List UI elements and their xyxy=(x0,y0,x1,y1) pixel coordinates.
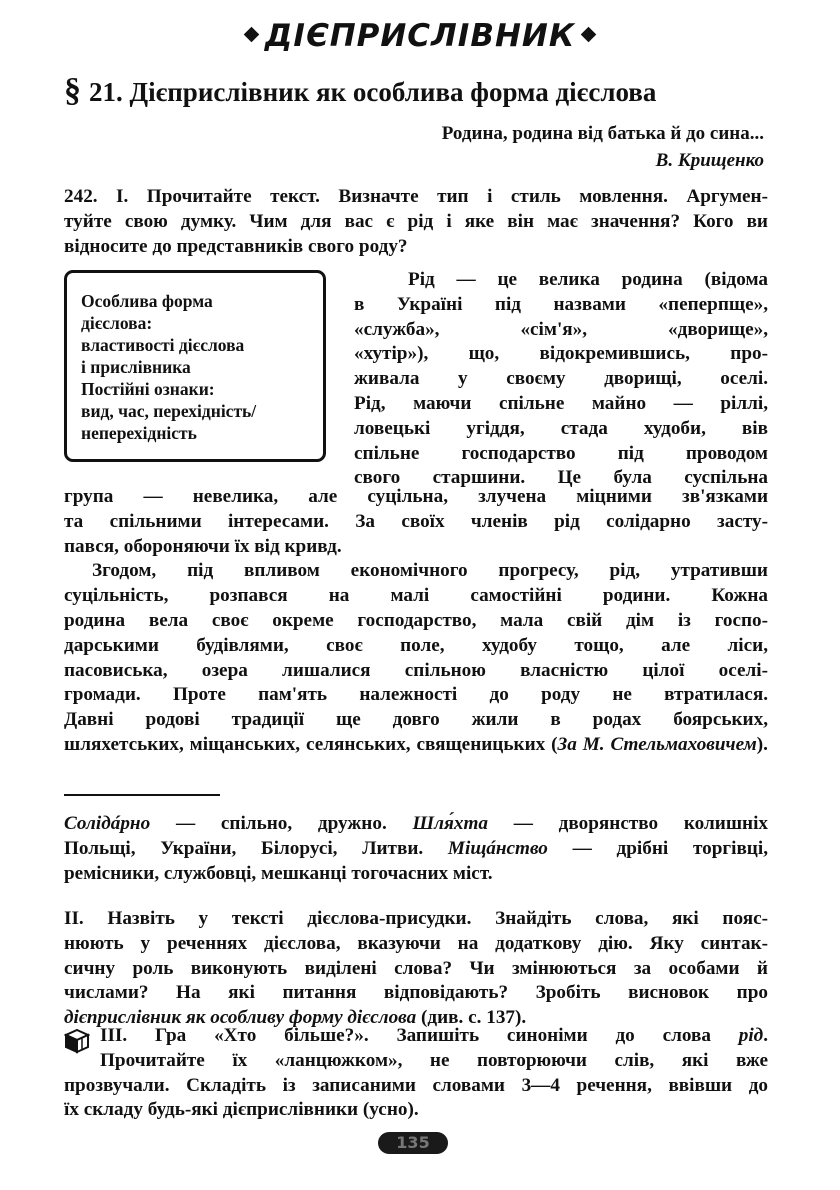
gloss-definition: — дворянство колишніх xyxy=(487,813,768,834)
section-heading xyxy=(64,72,784,110)
epigraph-quote: Родина, родина від батька й до сина... xyxy=(441,123,764,144)
task-line: їх складу будь-які дієприслівники (усно). xyxy=(64,1099,419,1121)
diamond-left-icon xyxy=(244,27,260,43)
source-tail: ). xyxy=(756,733,768,755)
task-line: туйте свою думку. Чим для вас є рід і яке він має значення? Кого ви xyxy=(64,210,768,232)
chapter-title: ДІЄПРИСЛІВНИК xyxy=(264,18,576,54)
gloss-word: Солідáрно xyxy=(64,813,151,834)
text-line: пасовиська, озера лишалися спільною власністю цілої оселі- xyxy=(64,659,768,681)
glossary xyxy=(64,812,768,886)
task-line: числами? На які питання відповідають? Зробіть висновок про xyxy=(64,982,768,1004)
task-line: прозвучали. Складіть із записаними словами 3—4 речення, ввівши до xyxy=(64,1074,768,1096)
task-line: сичну роль виконують виділені слова? Чи змінюються за особами й xyxy=(64,957,768,979)
task-text: (див. с. 137). xyxy=(416,1007,527,1029)
text-line: громади. Проте пам'ять належності до роду не втратилася. xyxy=(64,684,768,706)
diamond-right-icon xyxy=(581,27,597,43)
text-line: Згодом, під впливом економічного прогресу, рід, утративши xyxy=(92,560,768,582)
epigraph-author: В. Крищенко xyxy=(655,150,764,171)
gloss-word: Шля́хта xyxy=(412,813,488,834)
text-line: свого старшини. Це була суспільна xyxy=(354,467,768,489)
gloss-line xyxy=(64,837,768,862)
info-line: дієслова: xyxy=(81,313,153,333)
info-box xyxy=(64,270,326,462)
text-line: суцільність, розпався на малі самостійні родини. Кожна xyxy=(64,585,768,607)
epigraph xyxy=(442,120,764,174)
info-line: вид, час, перехідність/ xyxy=(81,401,257,421)
info-line: Постійні ознаки: xyxy=(81,379,215,399)
task-2 xyxy=(64,907,768,1031)
info-line: неперехідність xyxy=(81,423,197,443)
task-3 xyxy=(64,1024,768,1123)
text-line: «хутір»), що, відокремившись, про- xyxy=(354,343,768,365)
text-line: спільне господарство під проводом xyxy=(354,442,768,464)
text-line: в Україні під назвами «пеперпще», xyxy=(354,293,768,315)
footnote-divider xyxy=(64,794,220,796)
info-line: Особлива форма xyxy=(81,291,213,311)
task-term: рід xyxy=(738,1025,764,1046)
task-line: 242. I. Прочитайте текст. Визначте тип і стиль мовлення. Аргумен- xyxy=(64,186,768,207)
text-line: Давні родові традиції ще довго жили в родах боярських, xyxy=(64,709,768,731)
task-line: Прочитайте їх «ланцюжком», не повторюючи слів, які вже xyxy=(100,1049,768,1071)
text-line: «служба», «сім'я», «дворище», xyxy=(354,318,768,340)
task-term: дієприслівник як особливу форму дієслова xyxy=(64,1007,417,1029)
info-line: властивості дієслова xyxy=(81,335,245,355)
reading-text-right xyxy=(354,268,768,491)
text-line: Рід — це велика родина (відома xyxy=(408,269,768,290)
text-line: родина вела своє окреме господарство, мала свій дім із госпо- xyxy=(64,609,768,631)
info-line: і прислівника xyxy=(81,357,191,377)
page-number: 135 xyxy=(378,1132,448,1154)
task-line xyxy=(64,1024,768,1049)
section-symbol: § xyxy=(64,72,81,109)
gloss-definition: — спільно, дружно. xyxy=(150,813,413,834)
section-title: 21. Дієприслівник як особлива форма дієслова xyxy=(89,77,657,107)
reading-text-main xyxy=(64,485,768,758)
gloss-word: Міщáнство xyxy=(447,837,548,859)
task-line: відносите до представників свого роду? xyxy=(64,235,408,257)
text-line: ловецькі угіддя, стада худоби, вів xyxy=(354,417,768,439)
gloss-definition: Польщі, України, Білорусі, Литви. xyxy=(64,837,448,859)
text-line: пався, обороняючи їх від кривд. xyxy=(64,535,342,557)
gloss-definition: — дрібні торгівці, xyxy=(547,837,768,859)
source-attribution: За М. Стельмаховичем xyxy=(557,733,757,755)
task-text: . xyxy=(763,1025,768,1046)
gloss-line: ремісники, службовці, мешканці тогочасних міст. xyxy=(64,862,493,884)
task-242-instructions xyxy=(64,185,768,259)
text-line: живала у своєму дворищі, оселі. xyxy=(354,368,768,390)
chapter-heading xyxy=(0,18,840,60)
text-fragment: шляхетських, міщанських, селянських, священицьких ( xyxy=(64,733,558,755)
text-line: та спільними інтересами. За своїх членів рід солідарно засту- xyxy=(64,510,768,532)
task-text: III. Гра «Хто більше?». Запишіть синоніми до слова xyxy=(100,1025,739,1046)
text-line: група — невелика, але суцільна, злучена міцними зв'язками xyxy=(64,486,768,507)
task-line: нюють у реченнях дієслова, вказуючи на додаткову дію. Яку синтак- xyxy=(64,932,768,954)
text-line: дарськими будівлями, своє поле, худобу тощо, але ліси, xyxy=(64,634,768,656)
gloss-line xyxy=(64,812,768,837)
text-line: Рід, маючи спільне майно — рiллі, xyxy=(354,392,768,414)
task-line: II. Назвіть у тексті дієслова-присудки. Знайдіть слова, які пояс- xyxy=(64,908,768,929)
text-line xyxy=(64,733,768,758)
